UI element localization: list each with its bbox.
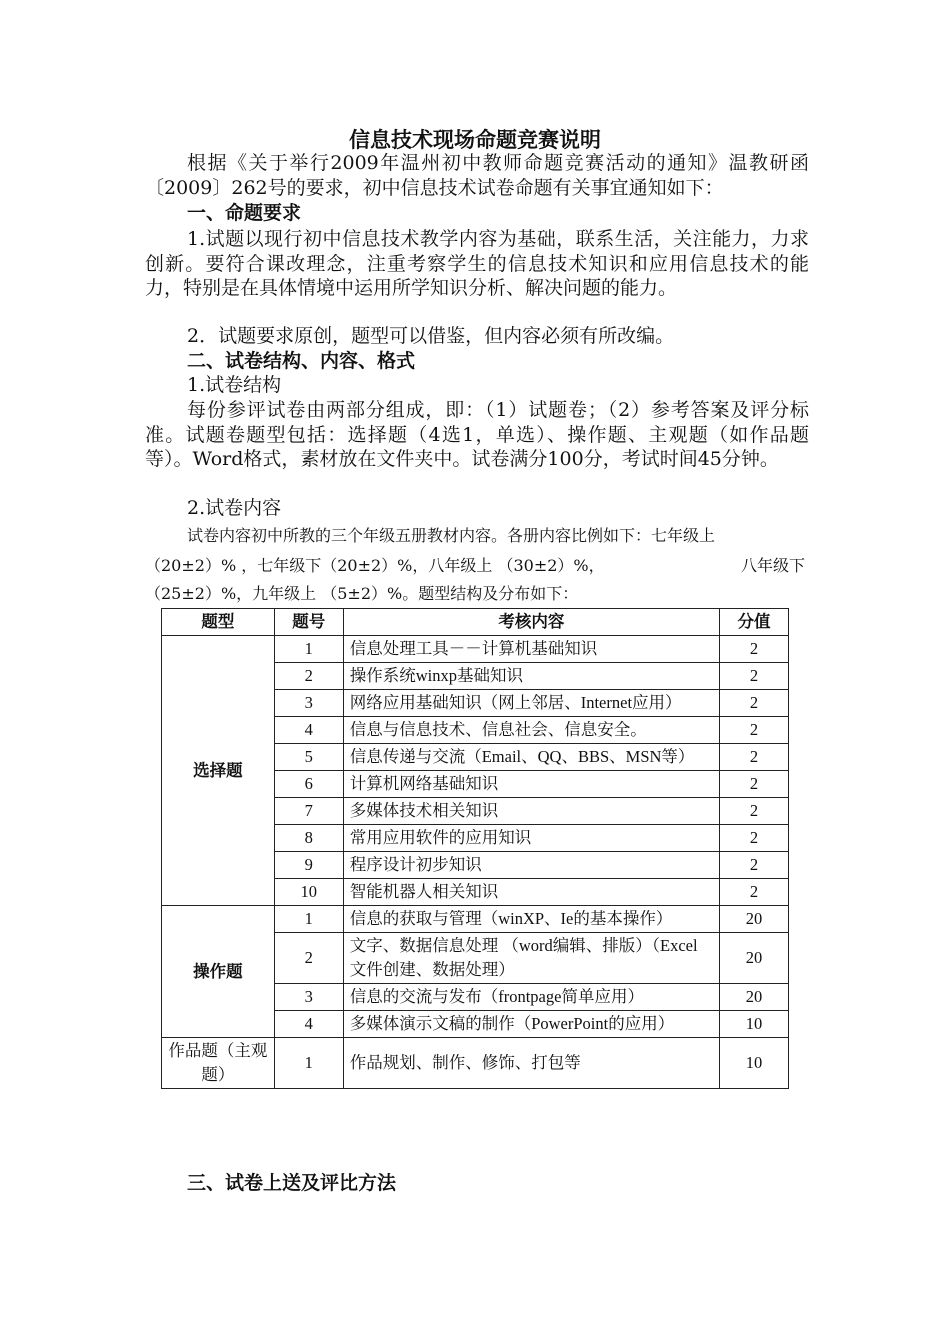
table-row [162,636,789,663]
number-cell: 1 [274,906,343,933]
content-cell: 信息处理工具－－计算机基础知识 [343,636,719,663]
header-content: 考核内容 [343,609,719,636]
content-cell: 信息与信息技术、信息社会、信息安全。 [343,717,719,744]
number-cell: 6 [274,771,343,798]
ratio-line-3: （25±2）%，九年级上 （5±2）%。题型结构及分布如下： [145,584,579,603]
section1-paragraph2: 2．试题要求原创，题型可以借鉴，但内容必须有所改编。 [187,325,675,347]
number-cell: 4 [274,1011,343,1038]
document-title: 信息技术现场命题竞赛说明 [349,128,601,152]
type-cell-operation: 操作题 [162,906,275,1038]
section2-sub1: 1.试卷结构 [187,374,282,396]
content-cell: 文字、数据信息处理 （word编辑、排版）（Excel文件创建、数据处理） [343,933,719,984]
content-cell: 智能机器人相关知识 [343,879,719,906]
table-row [162,1038,789,1089]
number-cell: 3 [274,690,343,717]
table-row [162,906,789,933]
type-cell-work: 作品题（主观题） [162,1038,275,1089]
score-cell: 2 [720,879,789,906]
score-cell: 2 [720,771,789,798]
score-cell: 2 [720,798,789,825]
number-cell: 7 [274,798,343,825]
number-cell: 1 [274,636,343,663]
content-cell: 程序设计初步知识 [343,852,719,879]
header-number: 题号 [274,609,343,636]
score-cell: 10 [720,1011,789,1038]
content-ratio-block [145,521,809,611]
score-cell: 2 [720,744,789,771]
content-cell: 计算机网络基础知识 [343,771,719,798]
content-cell: 网络应用基础知识（网上邻居、Internet应用） [343,690,719,717]
section2-heading: 二、试卷结构、内容、格式 [187,350,416,372]
section2-sub2: 2.试卷内容 [187,497,282,519]
content-cell: 多媒体技术相关知识 [343,798,719,825]
header-type: 题型 [162,609,275,636]
content-cell: 操作系统winxp基础知识 [343,663,719,690]
section1-paragraph1: 1.试题以现行初中信息技术教学内容为基础，联系生活，关注能力，力求创新。要符合课改理念，注重考察学生的信息技术知识和应用信息技术的能力，特别是在具体情境中运用所学知识分析、解决问题的能力。 [145,228,809,299]
intro-paragraph: 根据《关于举行2009年温州初中教师命题竞赛活动的通知》温教研函〔2009〕262号的要求，初中信息技术试卷命题有关事宜通知如下： [145,152,809,199]
score-cell: 20 [720,933,789,984]
content-cell: 多媒体演示文稿的制作（PowerPoint的应用） [343,1011,719,1038]
number-cell: 2 [274,663,343,690]
score-cell: 2 [720,663,789,690]
score-cell: 2 [720,825,789,852]
number-cell: 2 [274,933,343,984]
score-cell: 2 [720,717,789,744]
ratio-line-1: 试卷内容初中所教的三个年级五册教材内容。各册内容比例如下：七年级上 [187,526,716,545]
number-cell: 10 [274,879,343,906]
section3-heading: 三、试卷上送及评比方法 [187,1172,397,1194]
content-cell: 信息的获取与管理（winXP、Ie的基本操作） [343,906,719,933]
type-cell-choice: 选择题 [162,636,275,906]
content-cell: 常用应用软件的应用知识 [343,825,719,852]
score-cell: 2 [720,690,789,717]
score-cell: 2 [720,852,789,879]
question-distribution-table [161,608,789,1089]
ratio-line-2b: 八年级下 [740,556,805,575]
number-cell: 9 [274,852,343,879]
number-cell: 1 [274,1038,343,1089]
content-cell: 信息的交流与发布（frontpage简单应用） [343,984,719,1011]
score-cell: 10 [720,1038,789,1089]
number-cell: 8 [274,825,343,852]
content-cell: 信息传递与交流（Email、QQ、BBS、MSN等） [343,744,719,771]
header-score: 分值 [720,609,789,636]
number-cell: 4 [274,717,343,744]
number-cell: 5 [274,744,343,771]
section1-heading: 一、命题要求 [187,202,302,224]
score-cell: 20 [720,906,789,933]
content-cell: 作品规划、制作、修饰、打包等 [343,1038,719,1089]
score-cell: 20 [720,984,789,1011]
score-cell: 2 [720,636,789,663]
ratio-line-2a: （20±2）% ，七年级下（20±2）%，八年级上 （30±2）%， [145,556,605,575]
number-cell: 3 [274,984,343,1011]
section2-paragraph1: 每份参评试卷由两部分组成，即：（1）试题卷；（2）参考答案及评分标准。试题卷题型包括：选择题（4选1，单选）、操作题、主观题（如作品题等）。Word格式，素材放在文件夹中。试卷满分100分，考试时间45分钟。 [145,399,809,470]
table-header-row [162,609,789,636]
